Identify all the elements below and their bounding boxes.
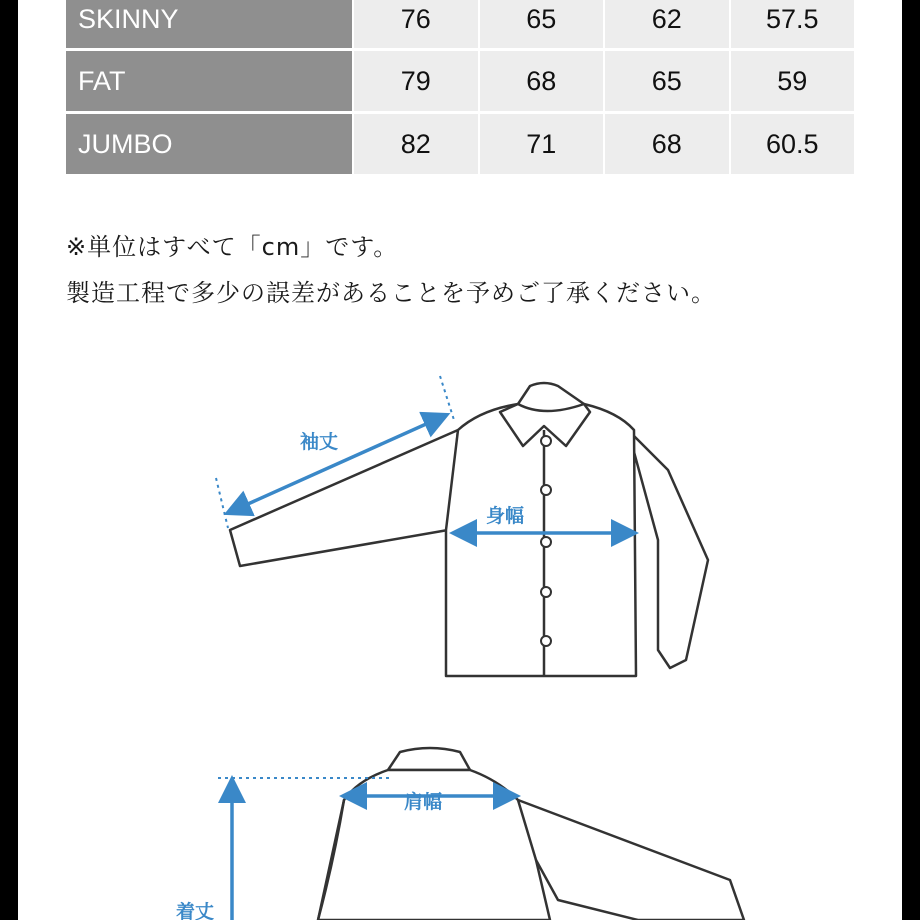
- length-label: 着丈: [176, 901, 215, 920]
- table-cell: 62: [605, 0, 729, 51]
- table-cell: 79: [354, 51, 478, 114]
- table-cell: 57.5: [731, 0, 855, 51]
- table-cell: 76: [354, 0, 478, 51]
- table-cell: 68: [480, 51, 604, 114]
- table-cell: 65: [605, 51, 729, 114]
- shirt-measurement-diagram: [18, 0, 902, 920]
- table-cell: 59: [731, 51, 855, 114]
- table-cell: 60.5: [731, 114, 855, 177]
- size-guide-page: [18, 0, 902, 920]
- shirt-front-outline: [230, 383, 708, 676]
- row-label: SKINNY: [66, 0, 352, 51]
- tolerance-note: 製造工程で多少の誤差があることを予めご了承ください。: [66, 279, 716, 307]
- table-cell: 71: [480, 114, 604, 177]
- row-label: FAT: [66, 51, 352, 114]
- sleeve-length-label: 袖丈: [300, 431, 339, 453]
- table-cell: 68: [605, 114, 729, 177]
- table-cell: 82: [354, 114, 478, 177]
- row-label: JUMBO: [66, 114, 352, 177]
- shoulder-width-label: 肩幅: [404, 791, 443, 813]
- shirt-back-outline: [318, 748, 744, 920]
- unit-note: ※単位はすべて「cm」です。: [66, 233, 399, 261]
- body-width-label: 身幅: [486, 505, 525, 527]
- table-cell: 65: [480, 0, 604, 51]
